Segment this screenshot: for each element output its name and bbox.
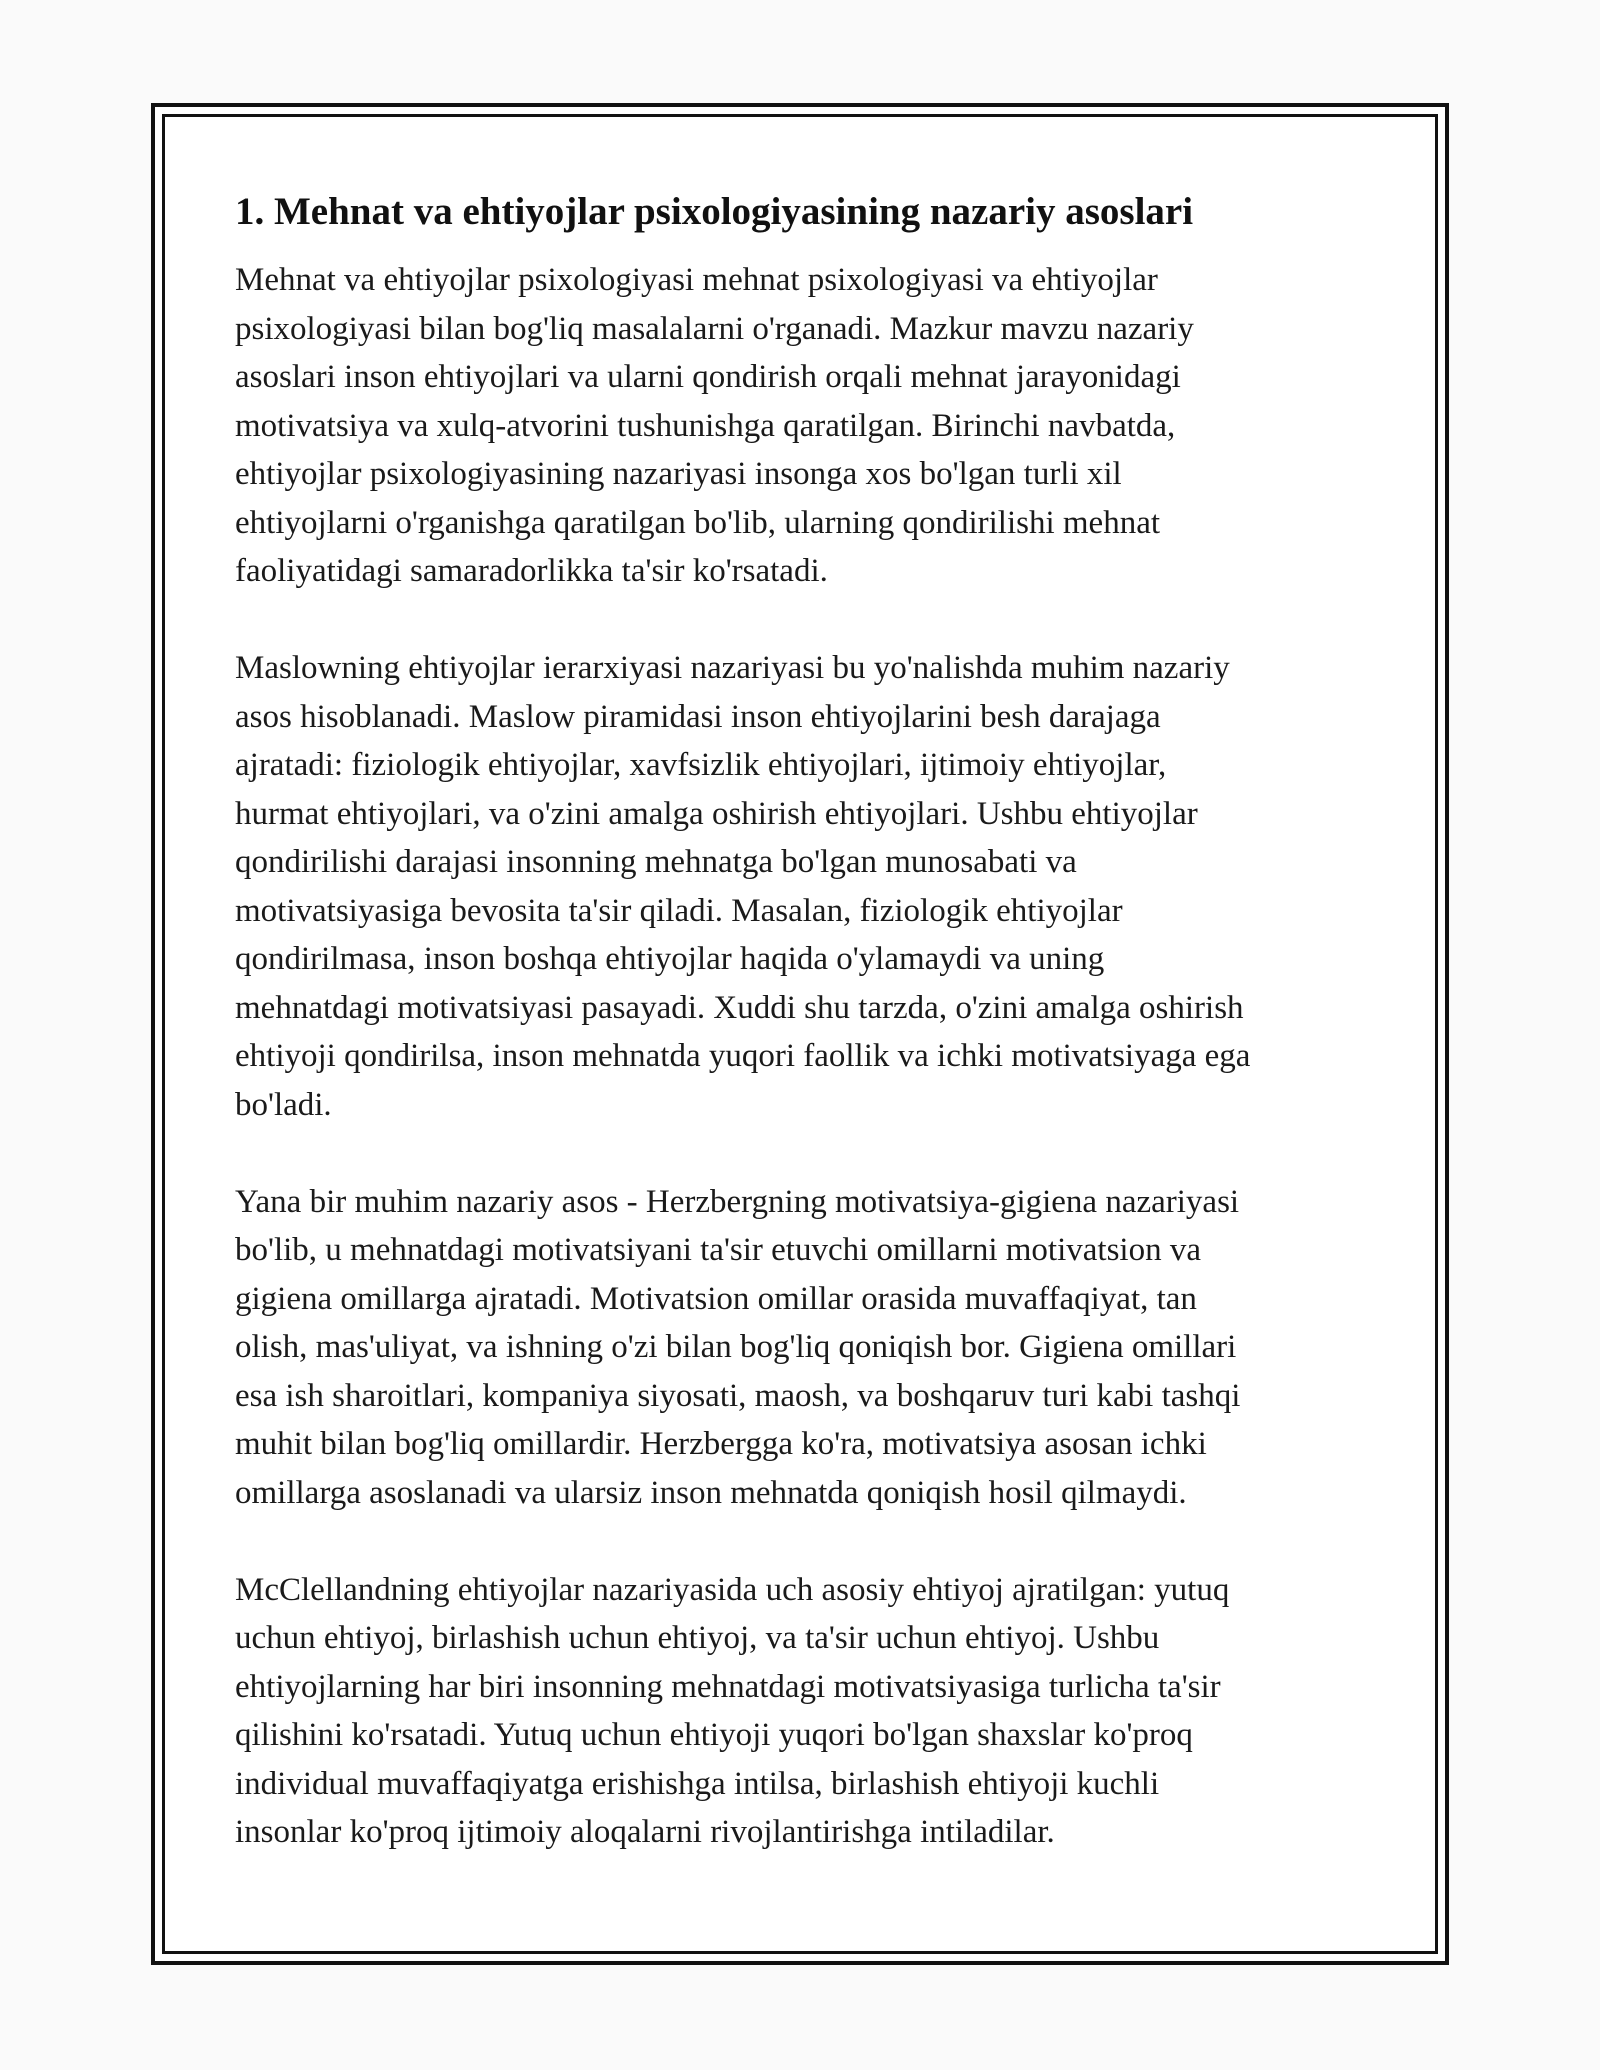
text-line: ehtiyojlarni o'rganishga qaratilgan bo'lib, ularning qondirilishi mehnat — [235, 504, 1161, 541]
paragraph-herzberg — [235, 1178, 1385, 1518]
text-line: asos hisoblanadi. Maslow piramidasi inson ehtiyojlarini besh darajaga — [235, 698, 1161, 735]
text-line: uchun ehtiyoj, birlashish uchun ehtiyoj, va ta'sir uchun ehtiyoj. Ushbu — [235, 1620, 1160, 1656]
text-line: individual muvaffaqiyatga erishishga intilsa, birlashish ehtiyoji kuchli — [235, 1765, 1160, 1802]
text-line: asoslari inson ehtiyojlari va ularni qondirish orqali mehnat jarayonidagi — [235, 359, 1181, 395]
text-line: esa ish sharoitlari, kompaniya siyosati, maosh, va boshqaruv turi kabi tashqi — [235, 1377, 1241, 1414]
text-line: Maslowning ehtiyojlar ierarxiyasi nazariyasi bu yo'nalishda muhim nazariy — [235, 650, 1230, 686]
text-line: faoliyatidagi samaradorlikka ta'sir ko'rsatadi. — [235, 553, 828, 589]
text-line: bo'lib, u mehnatdagi motivatsiyani ta'sir etuvchi omillarni motivatsion va — [235, 1232, 1201, 1268]
text-line: hurmat ehtiyojlari, va o'zini amalga oshirish ehtiyojlari. Ushbu ehtiyojlar — [235, 795, 1198, 832]
text-line: qilishini ko'rsatadi. Yutuq uchun ehtiyoji yuqori bo'lgan shaxslar ko'proq — [235, 1717, 1193, 1753]
paragraph-maslow — [235, 644, 1385, 1129]
paragraph-mcclelland — [235, 1566, 1385, 1857]
text-line: omillarga asoslanadi va ularsiz inson mehnatda qoniqish hosil qilmaydi. — [235, 1474, 1187, 1511]
text-line: olish, mas'uliyat, va ishning o'zi bilan bog'liq qoniqish bor. Gigiena omillari — [235, 1329, 1237, 1365]
text-line: Mehnat va ehtiyojlar psixologiyasi mehnat psixologiyasi va ehtiyojlar — [235, 262, 1158, 298]
text-line: qondirilmasa, inson boshqa ehtiyojlar haqida o'ylamaydi va uning — [235, 941, 1105, 977]
text-line: ehtiyojlar psixologiyasining nazariyasi insonga xos bo'lgan turli xil — [235, 456, 1122, 492]
text-line: insonlar ko'proq ijtimoiy aloqalarni rivojlantirishga intiladilar. — [235, 1814, 1055, 1850]
text-line: bo'ladi. — [235, 1086, 332, 1123]
text-line: muhit bilan bog'liq omillardir. Herzbergga ko'ra, motivatsiya asosan ichki — [235, 1426, 1207, 1462]
text-line: Yana bir muhim nazariy asos - Herzbergning motivatsiya-gigiena nazariyasi — [235, 1183, 1240, 1220]
paragraph-intro — [235, 256, 1385, 596]
text-line: ehtiyojlarning har biri insonning mehnatdagi motivatsiyasiga turlicha ta'sir — [235, 1668, 1221, 1705]
document-body — [235, 188, 1385, 1905]
text-line: gigiena omillarga ajratadi. Motivatsion omillar orasida muvaffaqiyat, tan — [235, 1280, 1197, 1317]
text-line: ehtiyoji qondirilsa, inson mehnatda yuqori faollik va ichki motivatsiyaga ega — [235, 1038, 1251, 1074]
text-line: motivatsiyasiga bevosita ta'sir qiladi. Masalan, fiziologik ehtiyojlar — [235, 892, 1123, 929]
text-line: motivatsiya va xulq-atvorini tushunishga qaratilgan. Birinchi navbatda, — [235, 407, 1176, 444]
text-line: ajratadi: fiziologik ehtiyojlar, xavfsizlik ehtiyojlari, ijtimoiy ehtiyojlar, — [235, 747, 1167, 783]
text-line: McClellandning ehtiyojlar nazariyasida uch asosiy ehtiyoj ajratilgan: yutuq — [235, 1571, 1230, 1608]
text-line: mehnatdagi motivatsiyasi pasayadi. Xuddi shu tarzda, o'zini amalga oshirish — [235, 989, 1244, 1026]
text-line: qondirilishi darajasi insonning mehnatga bo'lgan munosabati va — [235, 844, 1077, 880]
text-line: psixologiyasi bilan bog'liq masalalarni o'rganadi. Mazkur mavzu nazariy — [235, 310, 1194, 347]
section-heading: 1. Mehnat va ehtiyojlar psixologiyasining nazariy asoslari — [235, 190, 1194, 233]
